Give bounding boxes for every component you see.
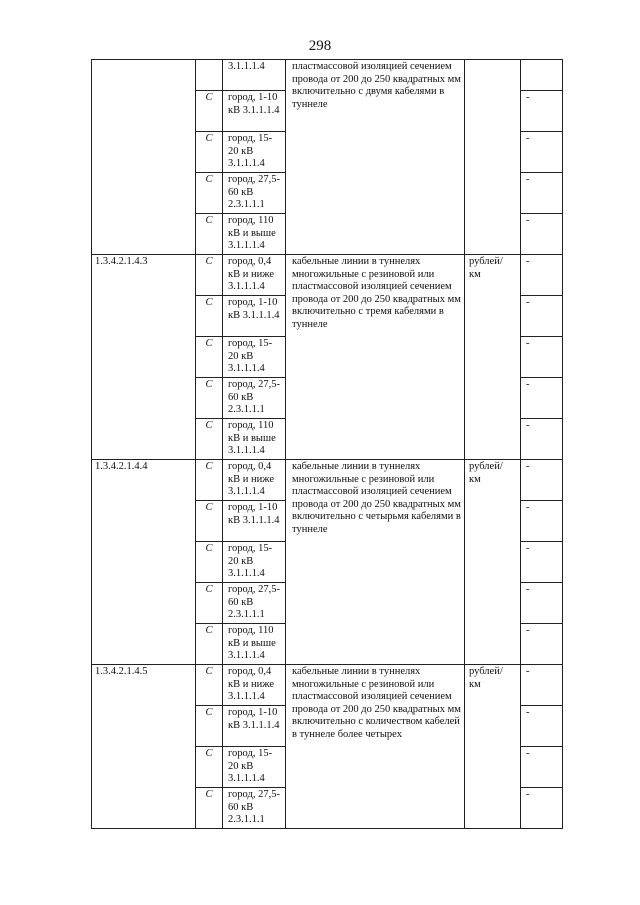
zone-cell: город, 110 кВ и выше 3.1.1.1.4 — [223, 214, 286, 255]
zone-cell: город, 27,5-60 кВ 2.3.1.1.1 — [223, 788, 286, 829]
value-cell: - — [521, 296, 563, 337]
zone-cell: город, 1-10 кВ 3.1.1.1.4 — [223, 706, 286, 747]
mark-cell: С — [196, 624, 223, 665]
value-cell: - — [521, 583, 563, 624]
mark-cell: С — [196, 91, 223, 132]
zone-cell: город, 27,5-60 кВ 2.3.1.1.1 — [223, 173, 286, 214]
description-cell: пластмассовой изоляцией сечением провода от 200 до 250 квадратных мм включительно с двумя кабелями в туннеле — [286, 60, 465, 255]
unit-cell — [465, 60, 521, 255]
value-cell: - — [521, 173, 563, 214]
zone-cell: город, 15-20 кВ 3.1.1.1.4 — [223, 542, 286, 583]
description-cell: кабельные линии в туннелях многожильные с резиновой или пластмассовой изоляцией сечением провода от 200 до 250 квадратных мм включительно с четырьмя кабелями в туннеле — [286, 460, 465, 665]
value-cell: - — [521, 378, 563, 419]
table-row — [92, 460, 563, 501]
unit-cell: рублей/ км — [465, 460, 521, 665]
zone-cell: город, 15-20 кВ 3.1.1.1.4 — [223, 337, 286, 378]
value-cell: - — [521, 706, 563, 747]
value-cell: - — [521, 419, 563, 460]
mark-cell — [196, 60, 223, 91]
zone-cell: город, 110 кВ и выше 3.1.1.1.4 — [223, 624, 286, 665]
value-cell: - — [521, 542, 563, 583]
code-cell: 1.3.4.2.1.4.5 — [92, 665, 196, 829]
mark-cell: С — [196, 788, 223, 829]
value-cell: - — [521, 132, 563, 173]
value-cell: - — [521, 255, 563, 296]
zone-cell: город, 27,5-60 кВ 2.3.1.1.1 — [223, 378, 286, 419]
value-cell — [521, 60, 563, 91]
unit-cell: рублей/ км — [465, 255, 521, 460]
code-cell: 1.3.4.2.1.4.4 — [92, 460, 196, 665]
zone-cell: город, 0,4 кВ и ниже 3.1.1.1.4 — [223, 665, 286, 706]
zone-cell: город, 0,4 кВ и ниже 3.1.1.1.4 — [223, 255, 286, 296]
mark-cell: С — [196, 132, 223, 173]
mark-cell: С — [196, 255, 223, 296]
zone-cell: город, 110 кВ и выше 3.1.1.1.4 — [223, 419, 286, 460]
mark-cell: С — [196, 378, 223, 419]
table-row — [92, 60, 563, 91]
value-cell: - — [521, 337, 563, 378]
mark-cell: С — [196, 665, 223, 706]
mark-cell: С — [196, 419, 223, 460]
value-cell: - — [521, 624, 563, 665]
mark-cell: С — [196, 501, 223, 542]
code-cell: 1.3.4.2.1.4.3 — [92, 255, 196, 460]
mark-cell: С — [196, 706, 223, 747]
table-row — [92, 665, 563, 706]
mark-cell: С — [196, 747, 223, 788]
zone-cell: город, 1-10 кВ 3.1.1.1.4 — [223, 91, 286, 132]
zone-cell: город, 0,4 кВ и ниже 3.1.1.1.4 — [223, 460, 286, 501]
value-cell: - — [521, 747, 563, 788]
mark-cell: С — [196, 583, 223, 624]
mark-cell: С — [196, 460, 223, 501]
code-cell — [92, 60, 196, 255]
mark-cell: С — [196, 542, 223, 583]
zone-cell: 3.1.1.1.4 — [223, 60, 286, 91]
mark-cell: С — [196, 296, 223, 337]
value-cell: - — [521, 788, 563, 829]
mark-cell: С — [196, 337, 223, 378]
value-cell: - — [521, 460, 563, 501]
mark-cell: С — [196, 214, 223, 255]
mark-cell: С — [196, 173, 223, 214]
zone-cell: город, 15-20 кВ 3.1.1.1.4 — [223, 747, 286, 788]
zone-cell: город, 27,5-60 кВ 2.3.1.1.1 — [223, 583, 286, 624]
zone-cell: город, 15-20 кВ 3.1.1.1.4 — [223, 132, 286, 173]
value-cell: - — [521, 665, 563, 706]
unit-cell: рублей/ км — [465, 665, 521, 829]
value-cell: - — [521, 214, 563, 255]
description-cell: кабельные линии в туннелях многожильные с резиновой или пластмассовой изоляцией сечением провода от 200 до 250 квадратных мм включительно с количеством кабелей в туннеле более четырех — [286, 665, 465, 829]
description-cell: кабельные линии в туннелях многожильные с резиновой или пластмассовой изоляцией сечением провода от 200 до 250 квадратных мм включительно с тремя кабелями в туннеле — [286, 255, 465, 460]
page-number: 298 — [308, 38, 332, 54]
value-cell: - — [521, 501, 563, 542]
table-row — [92, 255, 563, 296]
tariff-table — [91, 59, 563, 829]
zone-cell: город, 1-10 кВ 3.1.1.1.4 — [223, 296, 286, 337]
value-cell: - — [521, 91, 563, 132]
zone-cell: город, 1-10 кВ 3.1.1.1.4 — [223, 501, 286, 542]
